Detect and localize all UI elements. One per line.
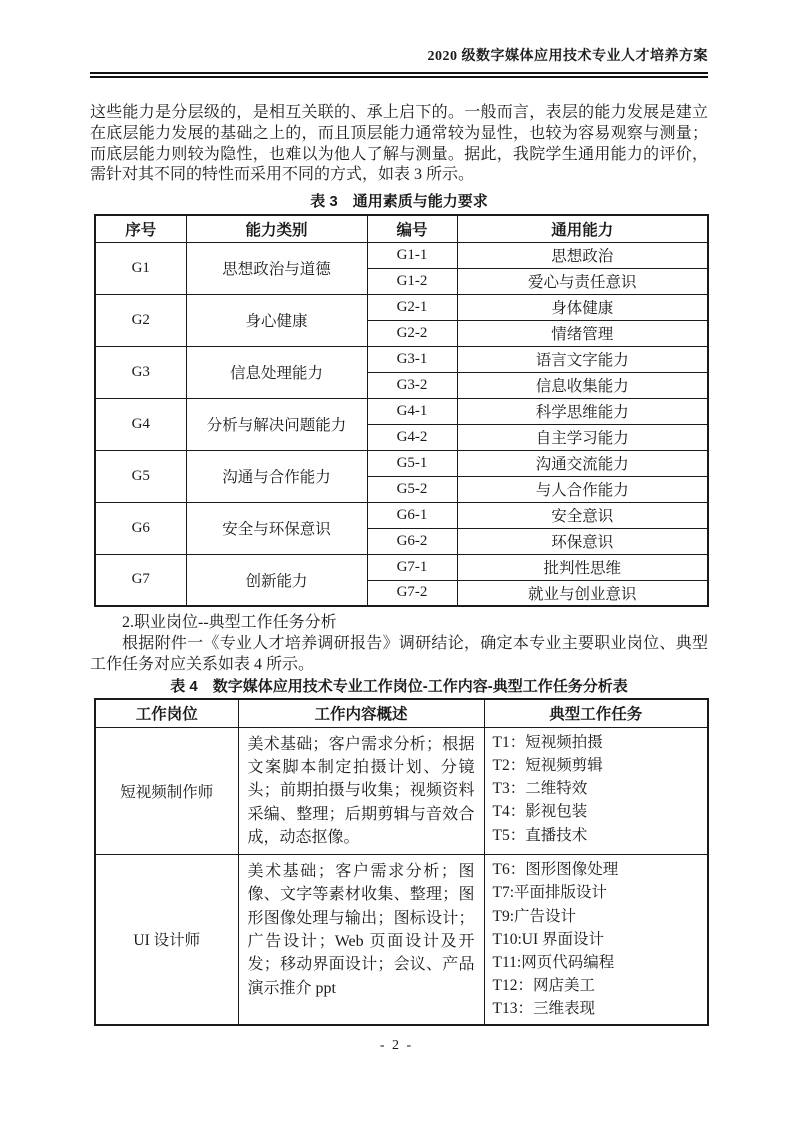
ability-code: G6-1 <box>367 502 457 528</box>
group-code: G1 <box>95 242 186 294</box>
task-item: T4：影视包装 <box>492 803 588 821</box>
group-code: G4 <box>95 398 186 450</box>
ability-code: G7-2 <box>367 580 457 606</box>
group-category: 信息处理能力 <box>186 346 367 398</box>
table-3-header-category: 能力类别 <box>186 215 367 242</box>
job-tasks <box>484 727 708 854</box>
ability-code: G2-1 <box>367 294 457 320</box>
job-position: UI 设计师 <box>95 855 238 1025</box>
ability-name: 思想政治 <box>457 242 708 268</box>
table-row <box>95 450 708 476</box>
ability-name: 批判性思维 <box>457 554 708 580</box>
task-item: T12：网店美工 <box>492 977 595 995</box>
section-2-heading: 2.职业岗位--典型工作任务分析 <box>122 614 337 632</box>
table-4-header-tasks: 典型工作任务 <box>484 699 708 727</box>
ability-name: 自主学习能力 <box>457 424 708 450</box>
table-row <box>95 855 708 1025</box>
table-row <box>95 346 708 372</box>
ability-code: G4-1 <box>367 398 457 424</box>
task-item: T3：二维特效 <box>492 780 588 798</box>
group-code: G6 <box>95 502 186 554</box>
ability-code: G3-2 <box>367 372 457 398</box>
task-item: T2：短视频剪辑 <box>492 756 603 774</box>
ability-code: G5-1 <box>367 450 457 476</box>
task-item: T10:UI 界面设计 <box>492 930 605 948</box>
ability-name: 身体健康 <box>457 294 708 320</box>
table-row <box>95 242 708 268</box>
ability-code: G3-1 <box>367 346 457 372</box>
ability-name: 语言文字能力 <box>457 346 708 372</box>
task-item: T9:广告设计 <box>492 907 577 925</box>
table-4-caption: 表 4 数字媒体应用技术专业工作岗位-工作内容-典型工作任务分析表 <box>170 678 628 696</box>
table-3-header-row <box>95 215 708 242</box>
job-tasks <box>484 855 708 1025</box>
table-3 <box>94 214 709 607</box>
ability-code: G7-1 <box>367 554 457 580</box>
table-3-header-ability: 通用能力 <box>457 215 708 242</box>
task-item: T11:网页代码编程 <box>492 953 615 971</box>
group-category: 沟通与合作能力 <box>186 450 367 502</box>
table-4-header-summary: 工作内容概述 <box>238 699 484 727</box>
table-row <box>95 398 708 424</box>
section-2-paragraph: 根据附件一《专业人才培养调研报告》调研结论，确定本专业主要职业岗位、典型工作任务对应关系如表 4 所示。 <box>90 635 708 674</box>
ability-code: G5-2 <box>367 476 457 502</box>
ability-name: 信息收集能力 <box>457 372 708 398</box>
ability-name: 就业与创业意识 <box>457 580 708 606</box>
group-category: 思想政治与道德 <box>186 242 367 294</box>
ability-name: 爱心与责任意识 <box>457 268 708 294</box>
table-3-header-code: 编号 <box>367 215 457 242</box>
group-code: G2 <box>95 294 186 346</box>
group-code: G5 <box>95 450 186 502</box>
header-double-rule <box>90 72 708 78</box>
ability-code: G1-1 <box>367 242 457 268</box>
page-header-title: 2020 级数字媒体应用技术专业人才培养方案 <box>427 49 708 64</box>
table-row <box>95 554 708 580</box>
ability-code: G4-2 <box>367 424 457 450</box>
table-row <box>95 294 708 320</box>
ability-name: 沟通交流能力 <box>457 450 708 476</box>
table-row <box>95 727 708 854</box>
table-4-header-row <box>95 699 708 727</box>
page-number: - 2 - <box>379 1038 414 1053</box>
task-item: T13：三维表现 <box>492 1000 595 1018</box>
ability-name: 环保意识 <box>457 528 708 554</box>
table-4 <box>94 698 709 1025</box>
ability-code: G1-2 <box>367 268 457 294</box>
ability-name: 情绪管理 <box>457 320 708 346</box>
task-item: T5：直播技术 <box>492 826 588 844</box>
group-code: G7 <box>95 554 186 606</box>
task-item: T1：短视频拍摄 <box>492 733 603 751</box>
task-item: T7:平面排版设计 <box>492 884 608 902</box>
group-category: 创新能力 <box>186 554 367 606</box>
group-category: 安全与环保意识 <box>186 502 367 554</box>
group-code: G3 <box>95 346 186 398</box>
intro-paragraph: 这些能力是分层级的，是相互关联的、承上启下的。一般而言，表层的能力发展是建立在底层能力发展的基础之上的，而且顶层能力通常较为显性，也较为容易观察与测量；而底层能力则较为隐性，也难以为他人了解与测量。据此，我院学生通用能力的评价，需针对其不同的特性而采用不同的方式，如表 3 所示。 <box>90 104 708 184</box>
group-category: 分析与解决问题能力 <box>186 398 367 450</box>
ability-code: G6-2 <box>367 528 457 554</box>
page-content <box>90 0 708 1026</box>
job-summary: 美术基础；客户需求分析；根据文案脚本制定拍摄计划、分镜头；前期拍摄与收集；视频资料采编、整理；后期剪辑与音效合成，动态抠像。 <box>238 727 484 854</box>
table-4-header-position: 工作岗位 <box>95 699 238 727</box>
ability-code: G2-2 <box>367 320 457 346</box>
group-category: 身心健康 <box>186 294 367 346</box>
job-position: 短视频制作师 <box>95 727 238 854</box>
task-item: T6：图形图像处理 <box>492 861 619 879</box>
ability-name: 安全意识 <box>457 502 708 528</box>
job-summary: 美术基础；客户需求分析；图像、文字等素材收集、整理；图形图像处理与输出；图标设计；广告设计；Web 页面设计及开发；移动界面设计；会议、产品演示推介 ppt <box>238 855 484 1025</box>
table-row <box>95 502 708 528</box>
table-3-header-seq: 序号 <box>95 215 186 242</box>
ability-name: 与人合作能力 <box>457 476 708 502</box>
table-3-caption: 表 3 通用素质与能力要求 <box>310 193 488 211</box>
ability-name: 科学思维能力 <box>457 398 708 424</box>
